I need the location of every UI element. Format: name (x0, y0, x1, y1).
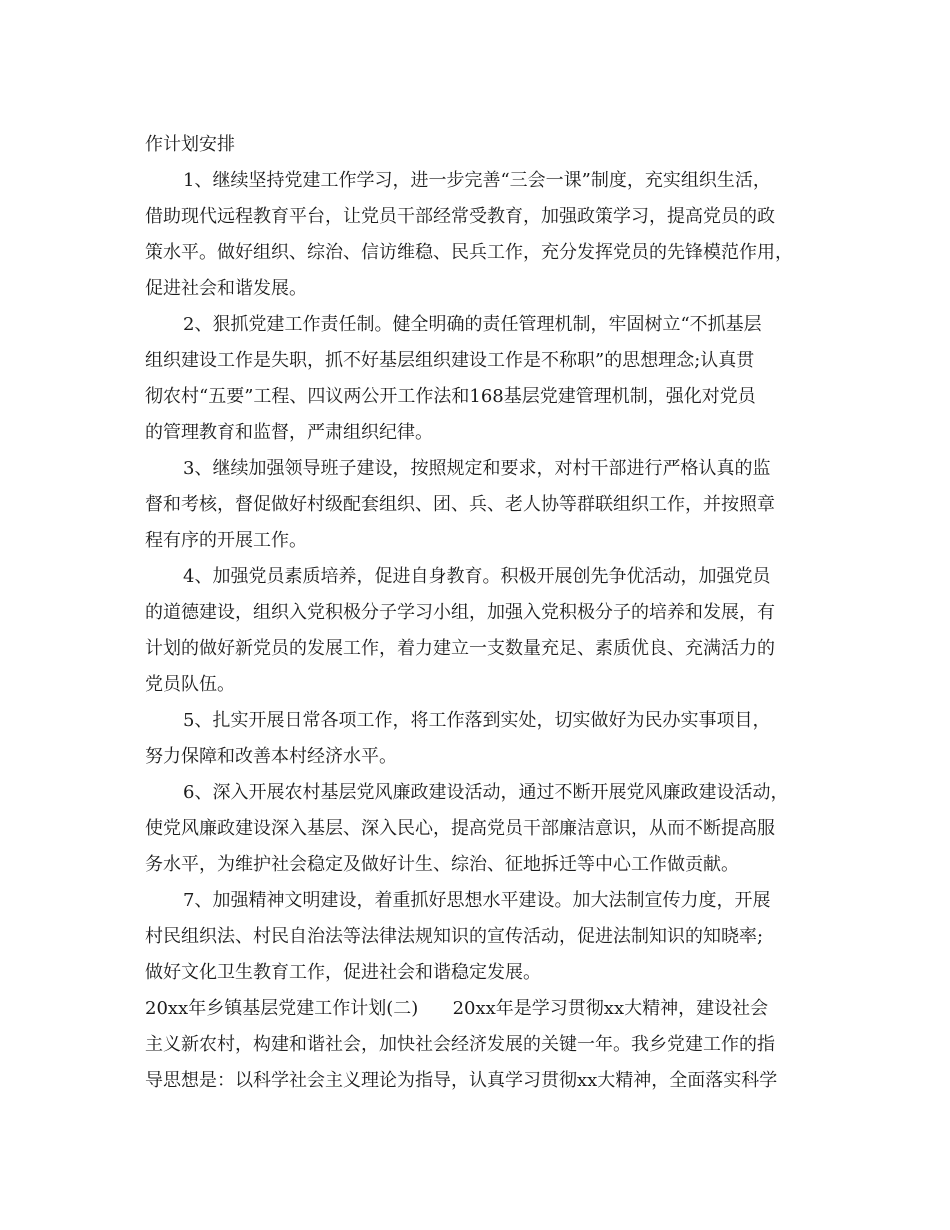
item-7-line: 7、加强精神文明建设，着重抓好思想水平建设。加大法制宣传力度，开展 (183, 890, 771, 911)
document-body (145, 127, 815, 1099)
item-1-line: 1、继续坚持党建工作学习，进一步完善“三会一课”制度，充实组织生活， (183, 170, 771, 191)
item-2-line: 组织建设工作是失职，抓不好基层组织建设工作是不称职”的思想理念;认真贯 (145, 350, 755, 371)
plan-two-heading-line: 20xx年乡镇基层党建工作计划(二) 20xx年是学习贯彻xx大精神，建设社会 (145, 998, 769, 1019)
item-1-line: 策水平。做好组织、综治、信访维稳、民兵工作，充分发挥党员的先锋模范作用， (145, 242, 793, 263)
item-4-line: 的道德建设，组织入党积极分子学习小组，加强入党积极分子的培养和发展，有 (145, 602, 775, 623)
item-6-line: 6、深入开展农村基层党风廉政建设活动，通过不断开展党风廉政建设活动， (183, 782, 789, 803)
plan-two-body-line: 主义新农村，构建和谐社会，加快社会经济发展的关键一年。我乡党建工作的指 (145, 1034, 775, 1055)
item-3-line: 督和考核，督促做好村级配套组织、团、兵、老人协等群联组织工作，并按照章 (145, 494, 775, 515)
item-4-line: 计划的做好新党员的发展工作，着力建立一支数量充足、素质优良、充满活力的 (145, 638, 775, 659)
item-7-line: 村民组织法、村民自治法等法律法规知识的宣传活动，促进法制知识的知晓率; (145, 926, 764, 947)
item-4-line: 党员队伍。 (145, 674, 235, 695)
section-heading-line: 作计划安排 (145, 134, 235, 155)
item-3-line: 3、继续加强领导班子建设，按照规定和要求，对村干部进行严格认真的监 (183, 458, 771, 479)
plan-two-body-line: 导思想是：以科学社会主义理论为指导，认真学习贯彻xx大精神，全面落实科学 (145, 1070, 778, 1091)
item-4-line: 4、加强党员素质培养，促进自身教育。积极开展创先争优活动，加强党员 (183, 566, 771, 587)
item-2-line: 2、狠抓党建工作责任制。健全明确的责任管理机制，牢固树立“不抓基层 (183, 314, 762, 335)
item-3-line: 程有序的开展工作。 (145, 530, 307, 551)
item-6-line: 务水平，为维护社会稳定及做好计生、综治、征地拆迁等中心工作做贡献。 (145, 854, 739, 875)
item-2-line: 彻农村“五要”工程、四议两公开工作法和168基层党建管理机制，强化对党员 (145, 386, 756, 407)
item-2-line: 的管理教育和监督，严肃组织纪律。 (145, 422, 433, 443)
item-6-line: 使党风廉政建设深入基层、深入民心，提高党员干部廉洁意识，从而不断提高服 (145, 818, 775, 839)
item-5-line: 5、扎实开展日常各项工作，将工作落到实处，切实做好为民办实事项目， (183, 710, 771, 731)
item-1-line: 借助现代远程教育平台，让党员干部经常受教育，加强政策学习，提高党员的政 (145, 206, 775, 227)
item-5-line: 努力保障和改善本村经济水平。 (145, 746, 397, 767)
item-1-line: 促进社会和谐发展。 (145, 278, 307, 299)
item-7-line: 做好文化卫生教育工作，促进社会和谐稳定发展。 (145, 962, 541, 983)
